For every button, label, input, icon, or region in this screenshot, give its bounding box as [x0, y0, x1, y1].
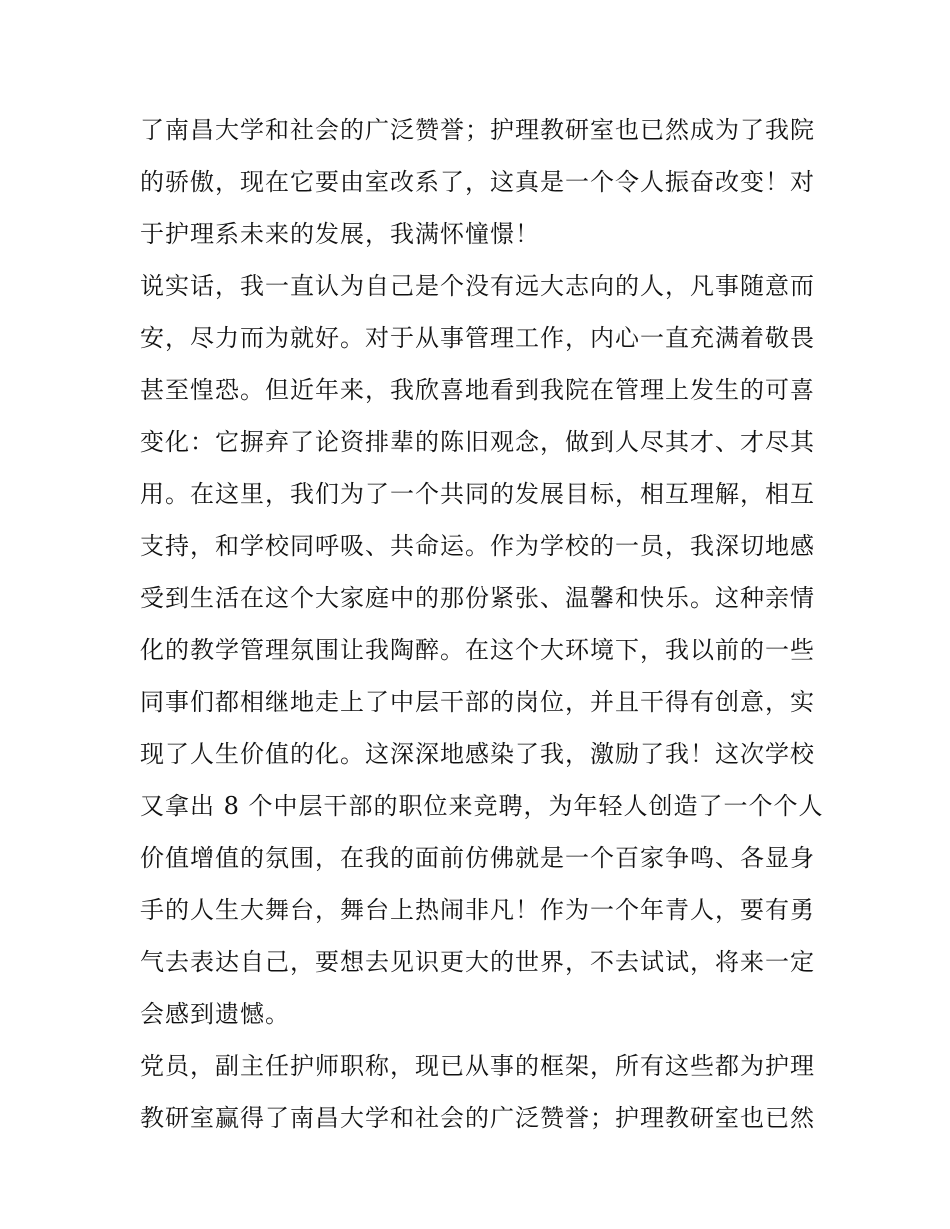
paragraph-3-line-1: 党员，副主任护师职称，现已从事的框架，所有这些都为护理: [140, 1052, 815, 1080]
paragraph-2-line-2: 安，尽力而为就好。对于从事管理工作，内心一直充满着敬畏: [140, 324, 815, 352]
paragraph-1-line-2: 的骄傲，现在它要由室改系了，这真是一个令人振奋改变！对: [140, 168, 815, 196]
paragraph-1-line-3: 于护理系未来的发展，我满怀憧憬！: [140, 220, 540, 248]
paragraph-2-line-9: 同事们都相继地走上了中层干部的岗位，并且干得有创意，实: [140, 688, 815, 716]
paragraph-2-line-12: 价值增值的氛围，在我的面前仿佛就是一个百家争鸣、各显身: [140, 844, 815, 872]
paragraph-2-line-14: 气去表达自己，要想去见识更大的世界，不去试试，将来一定: [140, 948, 815, 976]
paragraph-2-line-10: 现了人生价值的化。这深深地感染了我，激励了我！这次学校: [140, 740, 815, 768]
paragraph-2-line-3: 甚至惶恐。但近年来，我欣喜地看到我院在管理上发生的可喜: [140, 376, 815, 404]
paragraph-3-line-2: 教研室赢得了南昌大学和社会的广泛赞誉；护理教研室也已然: [140, 1104, 815, 1132]
paragraph-2-line-5: 用。在这里，我们为了一个共同的发展目标，相互理解，相互: [140, 480, 815, 508]
paragraph-2-line-4: 变化：它摒弃了论资排辈的陈旧观念，做到人尽其才、才尽其: [140, 428, 815, 456]
paragraph-2-line-8: 化的教学管理氛围让我陶醉。在这个大环境下，我以前的一些: [140, 636, 815, 664]
paragraph-2-line-7: 受到生活在这个大家庭中的那份紧张、温馨和快乐。这种亲情: [140, 584, 815, 612]
paragraph-2-line-1: 说实话，我一直认为自己是个没有远大志向的人，凡事随意而: [140, 272, 815, 300]
paragraph-1-line-1: 了南昌大学和社会的广泛赞誉；护理教研室也已然成为了我院: [140, 116, 815, 144]
paragraph-2-line-11: 又拿出 8 个中层干部的职位来竞聘，为年轻人创造了一个个人: [140, 792, 824, 820]
paragraph-2-line-15: 会感到遗憾。: [140, 1000, 290, 1028]
paragraph-2-line-13: 手的人生大舞台，舞台上热闹非凡！作为一个年青人，要有勇: [140, 896, 815, 924]
document-body: [140, 104, 824, 1144]
paragraph-2-line-6: 支持，和学校同呼吸、共命运。作为学校的一员，我深切地感: [140, 532, 815, 560]
